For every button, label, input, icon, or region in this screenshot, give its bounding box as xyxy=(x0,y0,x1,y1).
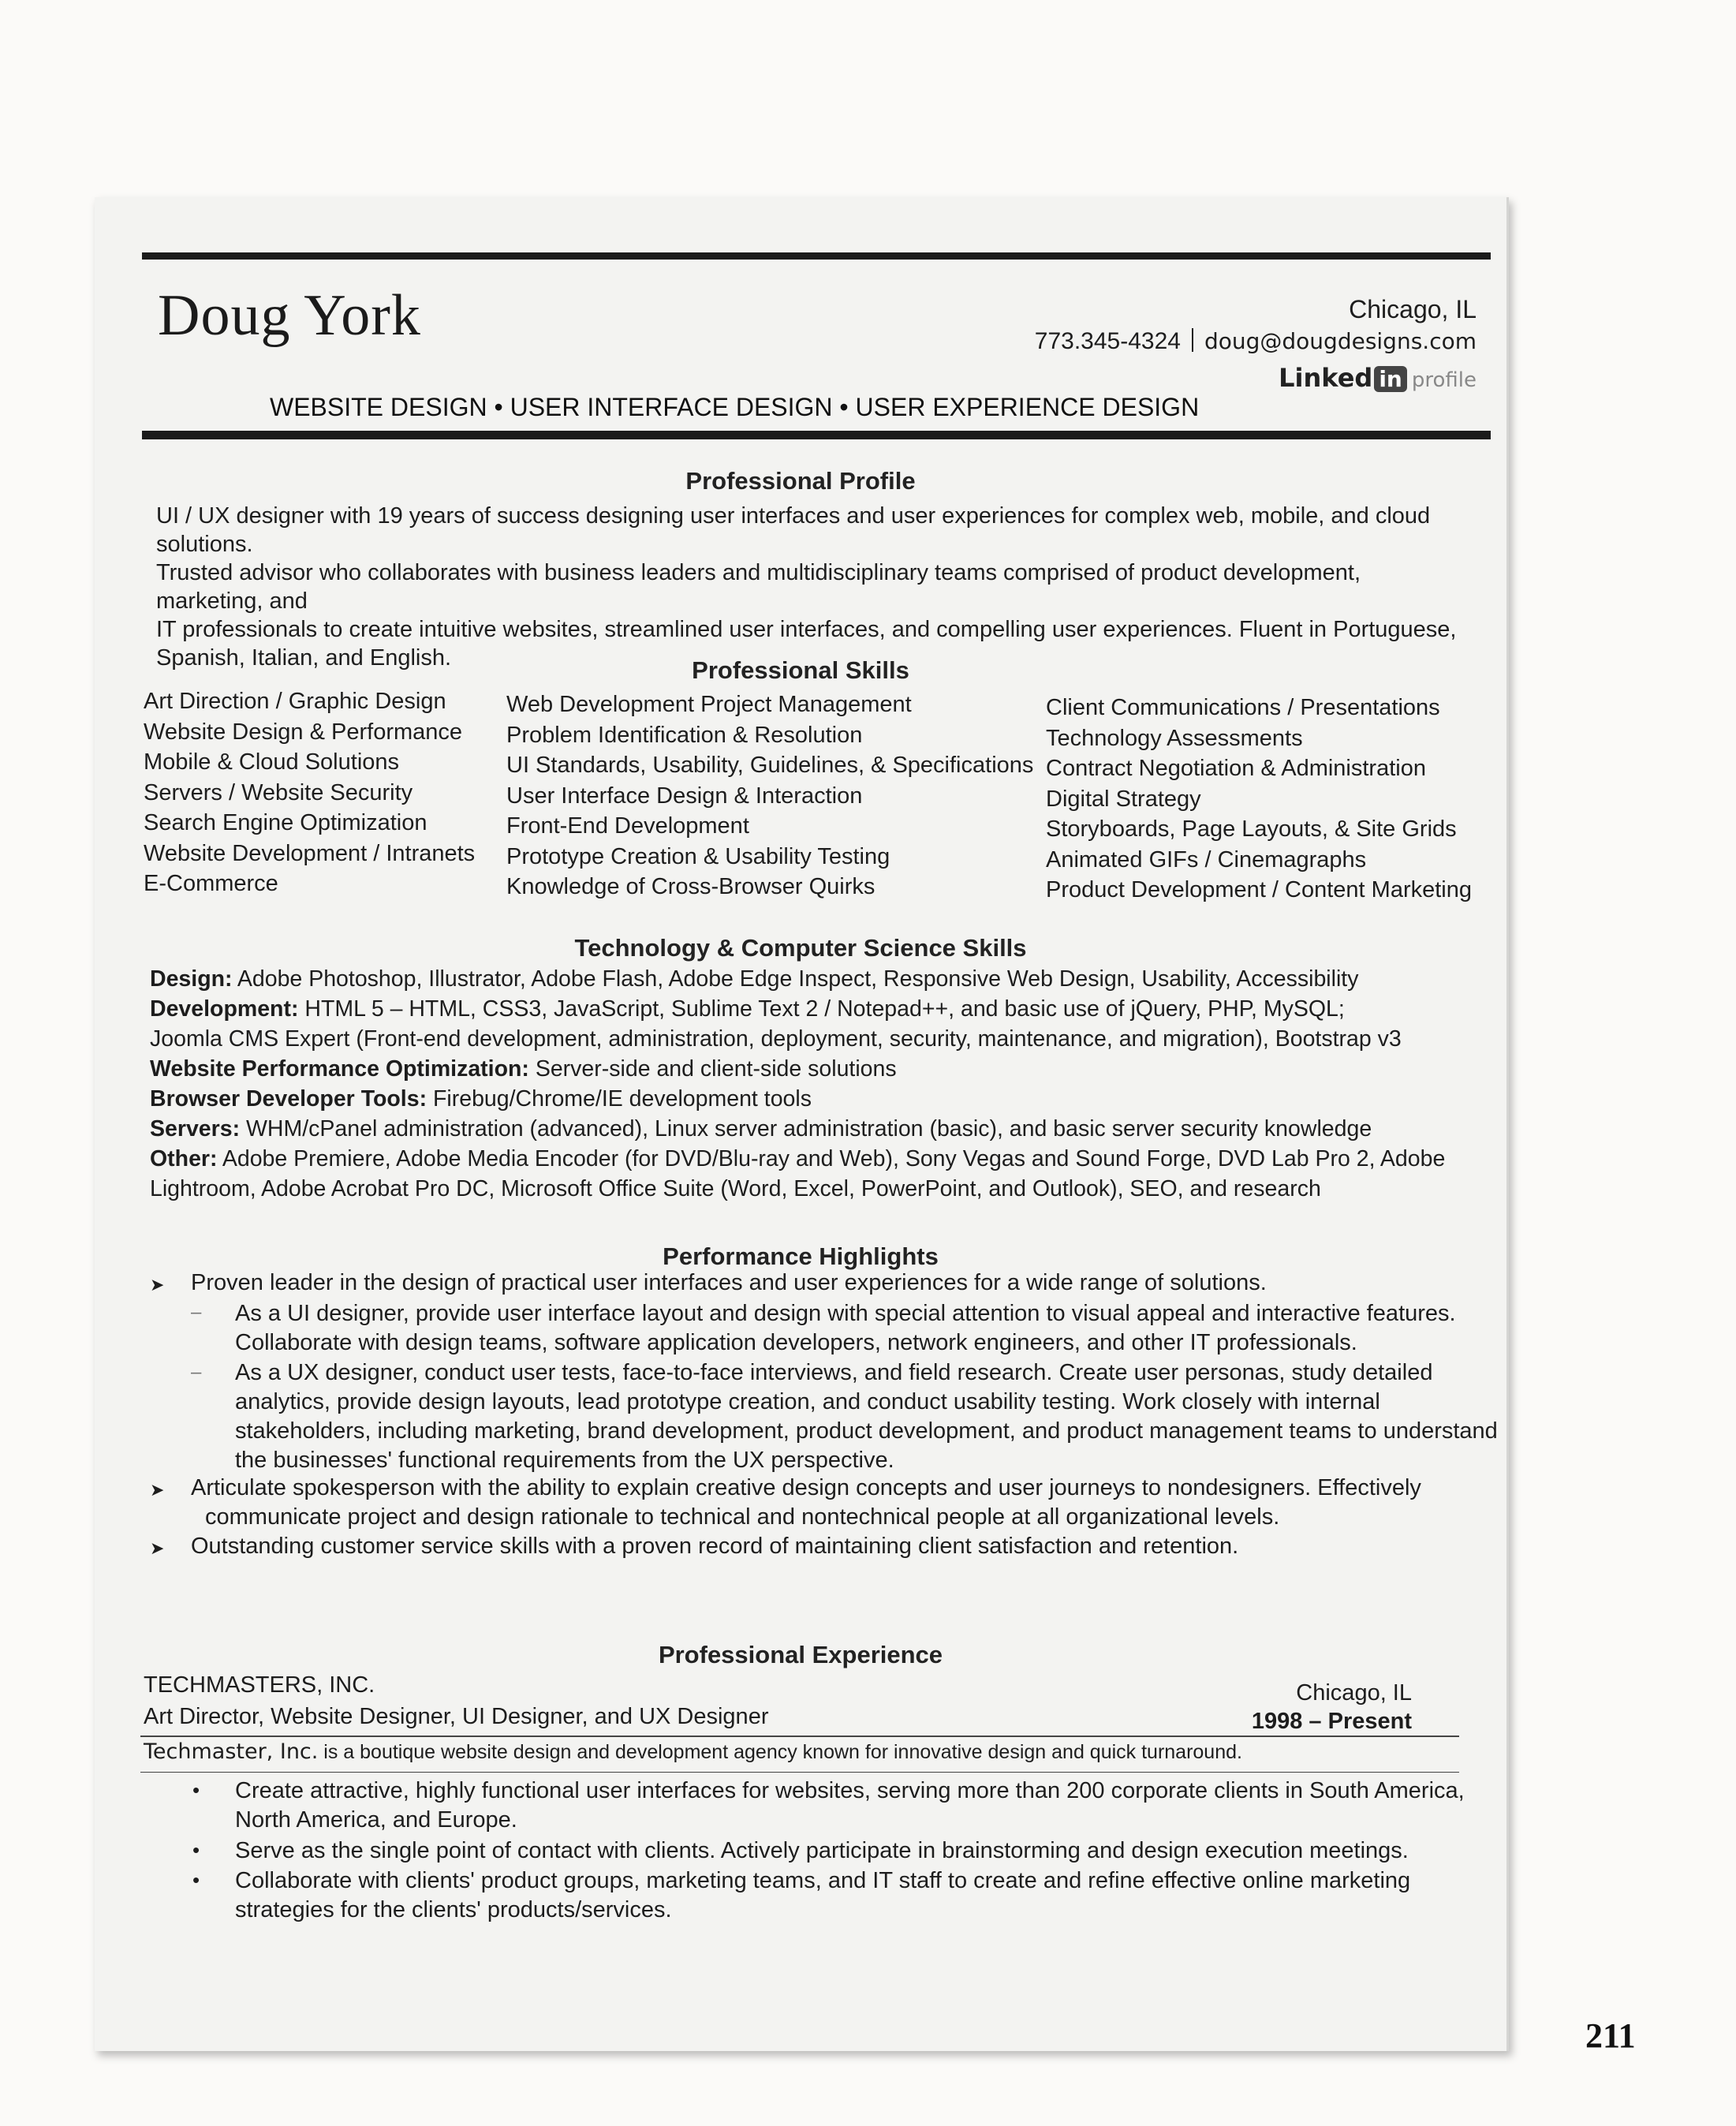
arrow-bullet-icon: ➤ xyxy=(150,1275,165,1295)
skill-item: Knowledge of Cross-Browser Quirks xyxy=(506,874,875,899)
bullet-dot-icon: • xyxy=(192,1868,200,1892)
tech-dev-row xyxy=(150,994,1467,1024)
dash-bullet-icon: – xyxy=(191,1362,202,1383)
highlight-text: As a UI designer, provide user interface layout and design with special attention to visual appeal and interactive features. xyxy=(235,1301,1456,1326)
highlight-text: As a UX designer, conduct user tests, face-to-face interviews, and field research. Create user personas, study detailed xyxy=(235,1360,1433,1385)
tech-label: Browser Developer Tools: xyxy=(150,1086,427,1112)
tech-value: Adobe Premiere, Adobe Media Encoder (for DVD/Blu-ray and Web), Sony Vegas and Sound Forge, DVD Lab Pro 2, Adobe xyxy=(217,1146,1446,1171)
profile-line: IT professionals to create intuitive websites, streamlined user interfaces, and compelling user experiences. Fluent in Portuguese, xyxy=(156,617,1457,642)
skills-column-1 xyxy=(144,686,475,899)
skill-item: Servers / Website Security xyxy=(144,779,413,805)
experience-text: North America, and Europe. xyxy=(235,1807,517,1833)
skill-item: Client Communications / Presentations xyxy=(1046,695,1440,720)
tech-other-row-2: Lightroom, Adobe Acrobat Pro DC, Microsoft Office Suite (Word, Excel, PowerPoint, and Outlook), SEO, and research xyxy=(150,1176,1321,1201)
tech-label: Development: xyxy=(150,996,299,1022)
highlight-text: stakeholders, including marketing, brand development, product development, and product management teams to understand xyxy=(235,1418,1498,1444)
tech-value: Adobe Photoshop, Illustrator, Adobe Flash, Adobe Edge Inspect, Responsive Web Design, Usability, Accessibility xyxy=(232,966,1359,992)
contact-email: doug@dougdesigns.com xyxy=(1204,328,1477,354)
arrow-bullet-icon: ➤ xyxy=(150,1538,165,1558)
highlight-text: Collaborate with design teams, software application developers, network engineers, and other IT professionals. xyxy=(235,1330,1357,1355)
skill-item: Web Development Project Management xyxy=(506,692,912,717)
tech-label: Website Performance Optimization: xyxy=(150,1056,529,1082)
top-rule xyxy=(142,252,1491,260)
highlight-2 xyxy=(191,1474,1421,1532)
experience-text: Collaborate with clients' product groups, marketing teams, and IT staff to create and refine effective online marketing xyxy=(235,1868,1411,1893)
tech-title: Technology & Computer Science Skills xyxy=(574,934,1027,962)
bullet-dot-icon: • xyxy=(192,1778,200,1802)
linkedin-icon: in xyxy=(1374,366,1407,392)
skill-item: Search Engine Optimization xyxy=(144,810,427,835)
profile-title: Professional Profile xyxy=(685,467,916,495)
skills-column-2 xyxy=(506,689,1033,902)
skill-item: Front-End Development xyxy=(506,813,749,839)
company-name: TECHMASTERS, INC. xyxy=(144,1672,375,1698)
job-dates: 1998 – Present xyxy=(1251,1709,1412,1734)
experience-bullet-3 xyxy=(235,1866,1410,1925)
highlight-text: the businesses' functional requirements from the UX perspective. xyxy=(235,1448,894,1473)
highlight-1b xyxy=(235,1358,1498,1475)
company-description-name: Techmaster, Inc. xyxy=(144,1739,319,1764)
page-number: 211 xyxy=(1585,2016,1636,2055)
highlight-3: Outstanding customer service skills with a proven record of maintaining client satisfaction and retention. xyxy=(191,1534,1239,1559)
tech-value: WHM/cPanel administration (advanced), Linux server administration (basic), and basic server security knowledge xyxy=(240,1116,1372,1141)
skill-item: Storyboards, Page Layouts, & Site Grids xyxy=(1046,816,1457,842)
tech-other-row xyxy=(150,1144,1467,1174)
linkedin-profile-text: profile xyxy=(1411,368,1477,392)
contact-phone: 773.345-4324 xyxy=(1034,328,1181,354)
skill-item: E-Commerce xyxy=(144,871,278,896)
tech-browser-row xyxy=(150,1084,1467,1114)
divider xyxy=(140,1736,1459,1737)
skill-item: User Interface Design & Interaction xyxy=(506,783,863,809)
skill-item: Technology Assessments xyxy=(1046,725,1303,751)
tech-skills xyxy=(150,964,1467,1204)
experience-text: Create attractive, highly functional user interfaces for websites, serving more than 200 corporate clients in South America, xyxy=(235,1778,1465,1803)
company-description xyxy=(144,1739,1242,1764)
highlight-text: communicate project and design rationale to technical and nontechnical people at all organizational levels. xyxy=(205,1504,1280,1530)
tech-value: Server-side and client-side solutions xyxy=(528,1056,897,1082)
job-role: Art Director, Website Designer, UI Designer, and UX Designer xyxy=(144,1704,769,1729)
profile-line: Spanish, Italian, and English. xyxy=(156,645,452,671)
tech-perf-row xyxy=(150,1054,1467,1084)
company-city: Chicago, IL xyxy=(1296,1680,1412,1706)
profile-text xyxy=(156,502,1459,672)
highlight-1a xyxy=(235,1299,1456,1358)
separator xyxy=(1192,328,1193,352)
skill-item: Contract Negotiation & Administration xyxy=(1046,756,1426,781)
skill-item: Mobile & Cloud Solutions xyxy=(144,749,400,775)
experience-title: Professional Experience xyxy=(658,1641,943,1668)
divider xyxy=(140,1772,1459,1773)
tech-servers-row xyxy=(150,1114,1467,1144)
linkedin-profile-link[interactable] xyxy=(1279,363,1477,393)
tech-value: HTML 5 – HTML, CSS3, JavaScript, Sublime Text 2 / Notepad++, and basic use of jQuery, PHP, MySQL; xyxy=(298,996,1345,1022)
skill-item: Problem Identification & Resolution xyxy=(506,722,863,748)
resume-page xyxy=(95,197,1509,2051)
skill-item: Website Development / Intranets xyxy=(144,840,476,866)
skill-item: Digital Strategy xyxy=(1046,786,1201,812)
skills-column-3 xyxy=(1046,693,1472,906)
skills-title: Professional Skills xyxy=(692,656,909,684)
experience-bullet-2: Serve as the single point of contact with clients. Actively participate in brainstorming and design execution meetings. xyxy=(235,1838,1409,1863)
arrow-bullet-icon: ➤ xyxy=(150,1480,165,1500)
contact-city: Chicago, IL xyxy=(1349,295,1477,323)
highlight-1: Proven leader in the design of practical user interfaces and user experiences for a wide range of solutions. xyxy=(191,1270,1267,1295)
skill-item: Product Development / Content Marketing xyxy=(1046,877,1472,902)
tech-label: Other: xyxy=(150,1146,218,1171)
skill-item: Prototype Creation & Usability Testing xyxy=(506,843,890,869)
highlight-text: Articulate spokesperson with the ability to explain creative design concepts and user journeys to nondesigners. Effectively xyxy=(191,1475,1421,1500)
skill-item: UI Standards, Usability, Guidelines, & Specifications xyxy=(506,753,1034,778)
linkedin-word: Linked xyxy=(1279,363,1373,393)
highlights-title: Performance Highlights xyxy=(663,1242,939,1270)
candidate-name: Doug York xyxy=(158,283,421,348)
profile-line: Trusted advisor who collaborates with business leaders and multidisciplinary teams comprised of product development, marketing, and xyxy=(156,560,1361,614)
tech-design-row xyxy=(150,964,1467,994)
tech-value: Firebug/Chrome/IE development tools xyxy=(427,1086,812,1112)
experience-bullet-1 xyxy=(235,1777,1465,1835)
profile-line: UI / UX designer with 19 years of success designing user interfaces and user experiences for complex web, mobile, and cloud solutions. xyxy=(156,503,1431,557)
tech-label: Servers: xyxy=(150,1116,241,1141)
experience-text: strategies for the clients' products/services. xyxy=(235,1897,672,1922)
skill-item: Website Design & Performance xyxy=(144,719,463,745)
contact-line xyxy=(1035,328,1477,355)
bullet-dot-icon: • xyxy=(192,1838,200,1862)
dash-bullet-icon: – xyxy=(191,1302,202,1323)
header-rule xyxy=(142,431,1491,439)
tagline: WEBSITE DESIGN • USER INTERFACE DESIGN • USER EXPERIENCE DESIGN xyxy=(270,393,1200,421)
tech-label: Design: xyxy=(150,966,233,992)
highlight-text: analytics, provide design layouts, lead prototype creation, and conduct usability testing. Work closely with internal xyxy=(235,1389,1380,1414)
skill-item: Animated GIFs / Cinemagraphs xyxy=(1046,846,1367,872)
tech-dev-row-2: Joomla CMS Expert (Front-end development, administration, deployment, security, maintenance, and migration), Bootstrap v3 xyxy=(150,1026,1402,1052)
skill-item: Art Direction / Graphic Design xyxy=(144,689,446,714)
company-description-text: is a boutique website design and development agency known for innovative design and quick turnaround. xyxy=(318,1741,1242,1763)
